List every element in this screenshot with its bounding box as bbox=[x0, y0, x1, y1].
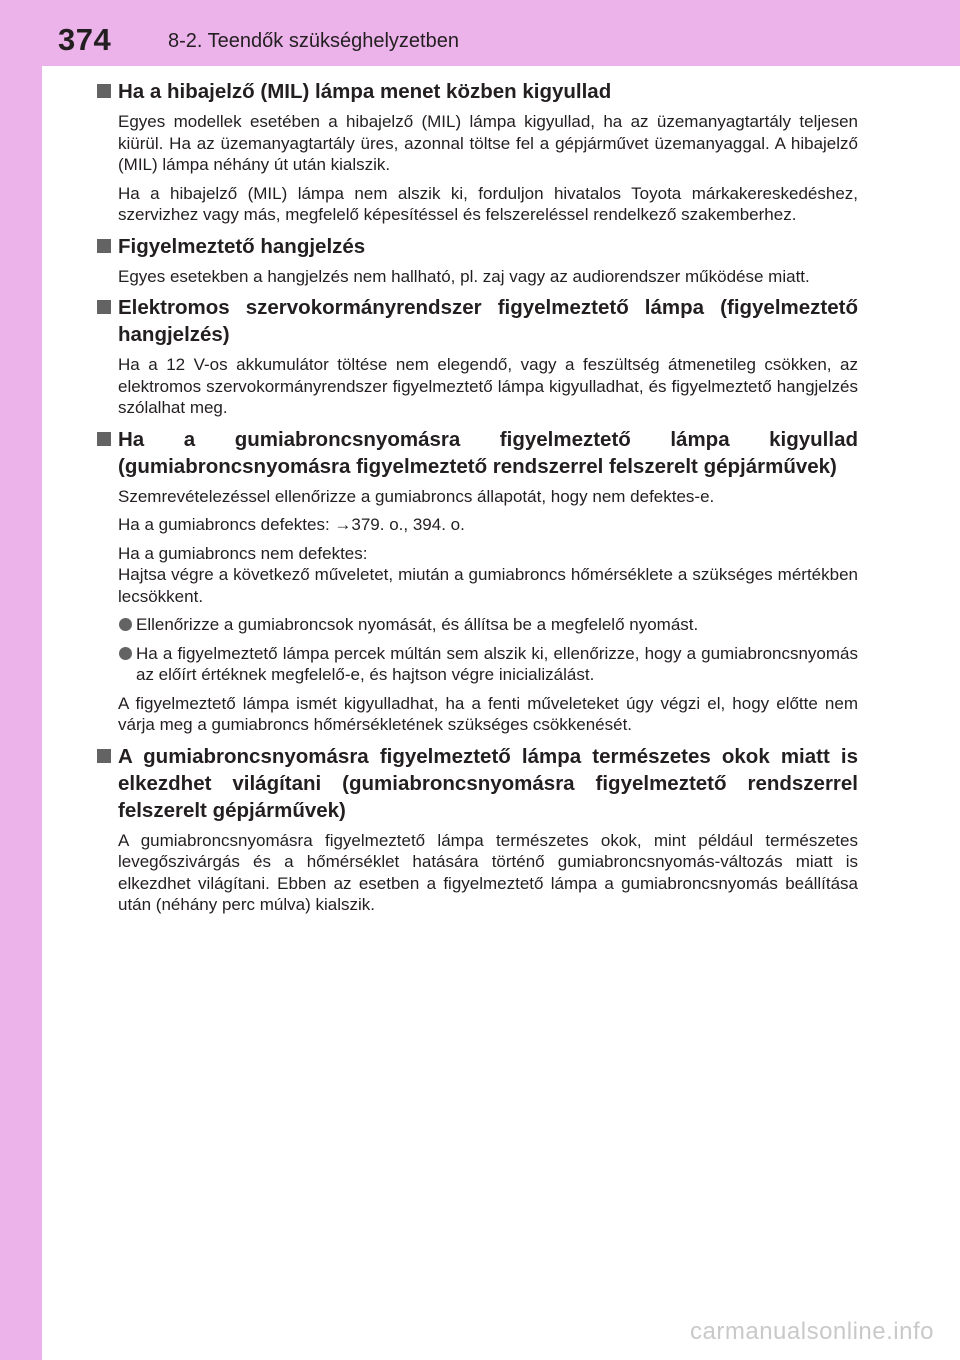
list-item-text: Ha a figyelmeztető lámpa percek múltán sem alszik ki, ellenőrizze, hogy a gumiabroncsnyomás az előírt értéknek megfelelő-e, és hajtson végre inicializálást. bbox=[136, 643, 858, 684]
square-bullet-icon bbox=[97, 300, 111, 314]
round-bullet-icon bbox=[119, 647, 132, 660]
list-item bbox=[96, 614, 858, 636]
paragraph: Szemrevételezéssel ellenőrizze a gumiabroncs állapotát, hogy nem defektes-e. bbox=[118, 486, 715, 506]
section-heading-tpws bbox=[96, 426, 858, 480]
section-heading-text: Ha a gumiabroncsnyomásra figyelmeztető lámpa kigyullad (gumiabroncsnyomásra figyelmeztető rendszerrel felszerelt gépjárművek) bbox=[118, 427, 858, 478]
list-item-text: Ellenőrizze a gumiabroncsok nyomását, és állítsa be a megfelelő nyomást. bbox=[136, 615, 699, 634]
paragraph: A figyelmeztető lámpa ismét kigyulladhat, ha a fenti műveleteket úgy végzi el, hogy előtte nem várja meg a gumiabroncs hőmérsékletének szükséges csökkenését. bbox=[118, 693, 858, 734]
section-heading-buzzer bbox=[96, 233, 858, 260]
section-heading-text: Elektromos szervokormányrendszer figyelmeztető lámpa (figyelmeztető hangjelzés) bbox=[118, 296, 858, 346]
round-bullet-icon bbox=[119, 618, 132, 631]
chapter-title: 8-2. Teendők szükséghelyzetben bbox=[168, 30, 459, 52]
paragraph: Ha a 12 V-os akkumulátor töltése nem elegendő, vagy a feszültség átmenetileg csökken, az elektromos szervokormányrendszer figyelmeztető lámpa kigyulladhat, és figyelmeztető hangjelzés szólalhat meg. bbox=[118, 355, 858, 417]
watermark-text: carmanualsonline.info bbox=[690, 1318, 934, 1345]
paragraph: Ha a gumiabroncs defektes: →379. o., 394. o. bbox=[118, 515, 465, 534]
square-bullet-icon bbox=[97, 432, 111, 446]
paragraph: Ha a gumiabroncs nem defektes: Hajtsa végre a következő műveletet, miután a gumiabroncs hőmérséklete a szükséges mértékben lecsökkent. bbox=[118, 543, 858, 606]
square-bullet-icon bbox=[97, 239, 111, 253]
section-heading-mil bbox=[96, 78, 858, 105]
section-heading-tpws-natural bbox=[96, 743, 858, 824]
paragraph: Egyes esetekben a hangjelzés nem hallható, pl. zaj vagy az audiorendszer működése miatt. bbox=[118, 266, 810, 286]
side-color-tab bbox=[0, 0, 42, 1360]
page-content bbox=[96, 78, 858, 923]
square-bullet-icon bbox=[97, 84, 111, 98]
square-bullet-icon bbox=[97, 749, 111, 763]
section-heading-text: A gumiabroncsnyomásra figyelmeztető lámpa természetes okok miatt is elkezdhet világítani (gumiabroncsnyomásra figyelmeztető rendszerrel felszerelt gépjárművek) bbox=[118, 744, 858, 822]
section-heading-text: Ha a hibajelző (MIL) lámpa menet közben kigyullad bbox=[118, 80, 612, 103]
page-number: 374 bbox=[58, 22, 112, 57]
paragraph: Egyes modellek esetében a hibajelző (MIL) lámpa kigyullad, ha az üzemanyagtartály teljesen kiürül. Ha az üzemanyagtartály üres, azonnal töltse fel a gépjárművet üzemanyaggal. A hibajelző (MIL) lámpa néhány út után kialszik. bbox=[118, 112, 858, 174]
section-heading-eps bbox=[96, 294, 858, 348]
paragraph: A gumiabroncsnyomásra figyelmeztető lámpa természetes okok, mint például természetes levegőszivárgás és a hőmérséklet hatására történő gumiabroncsnyomás-változás miatt is elkezdhet világítani. Ebben az esetben a figyelmeztető lámpa a gumiabroncsnyomás beállítása után (néhány perc múlva) kialszik. bbox=[118, 830, 858, 914]
section-heading-text: Figyelmeztető hangjelzés bbox=[118, 234, 366, 258]
list-item bbox=[96, 643, 858, 686]
paragraph: Ha a hibajelző (MIL) lámpa nem alszik ki, forduljon hivatalos Toyota márkakereskedéshez, szervizhez vagy más, megfelelő képesítéssel és felszereléssel rendelkező szakemberhez. bbox=[118, 183, 858, 224]
header-color-band bbox=[0, 0, 960, 66]
